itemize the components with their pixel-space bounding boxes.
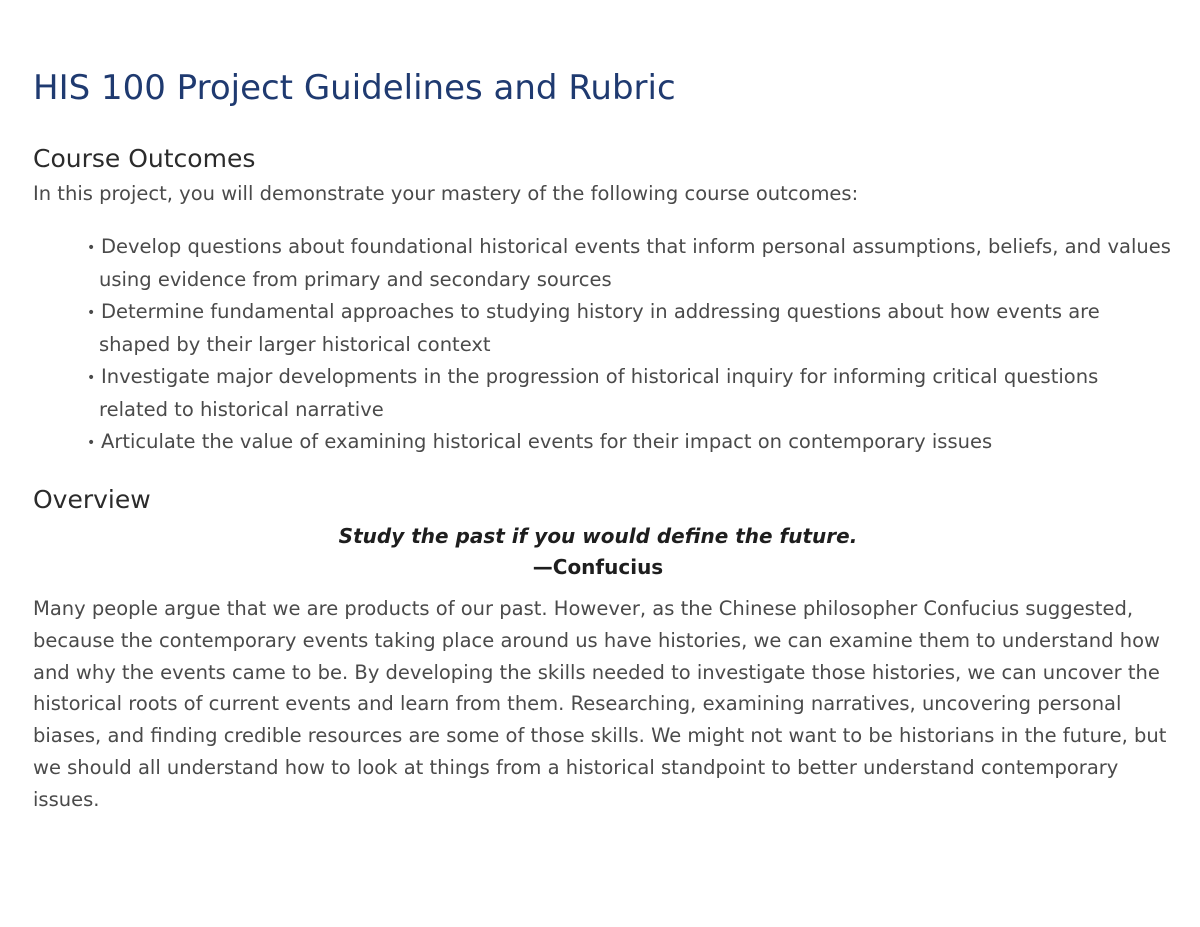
overview-heading: Overview [33,485,151,514]
course-outcomes-intro: In this project, you will demonstrate your mastery of the following course outcomes: [33,182,859,205]
bullet-icon: • [87,240,96,256]
bullet-icon: • [87,370,96,386]
list-item [33,426,1173,459]
course-outcomes-heading: Course Outcomes [33,144,256,173]
outcome-text: Develop questions about foundational historical events that inform personal assumptions, beliefs, and values using evidence from primary and secondary sources [99,235,1171,291]
epigraph [33,521,1163,583]
page-title: HIS 100 Project Guidelines and Rubric [33,68,676,108]
list-item [33,231,1173,296]
list-item [33,296,1173,361]
outcome-text: Articulate the value of examining historical events for their impact on contemporary issues [101,430,993,453]
quote-text: Study the past if you would define the future. [338,524,858,548]
overview-paragraph: Many people argue that we are products of our past. However, as the Chinese philosopher Confucius suggested, because the contemporary events taking place around us have histories, we can examine them to understand how and why the events came to be. By developing the skills needed to investigate those histories, we can uncover the historical roots of current events and learn from them. Researching, examining narratives, uncovering personal biases, and finding credible resources are some of those skills. We might not want to be historians in the future, but we should all understand how to look at things from a historical standpoint to better understand contemporary issues. [33,597,1167,811]
outcome-text: Determine fundamental approaches to studying history in addressing questions about how events are shaped by their larger historical context [99,300,1100,356]
list-item [33,361,1173,426]
course-outcomes-list [33,231,1173,459]
quote-attribution: —Confucius [532,555,664,579]
bullet-icon: • [87,435,96,451]
outcome-text: Investigate major developments in the progression of historical inquiry for informing critical questions related to historical narrative [99,365,1099,421]
bullet-icon: • [87,305,96,321]
